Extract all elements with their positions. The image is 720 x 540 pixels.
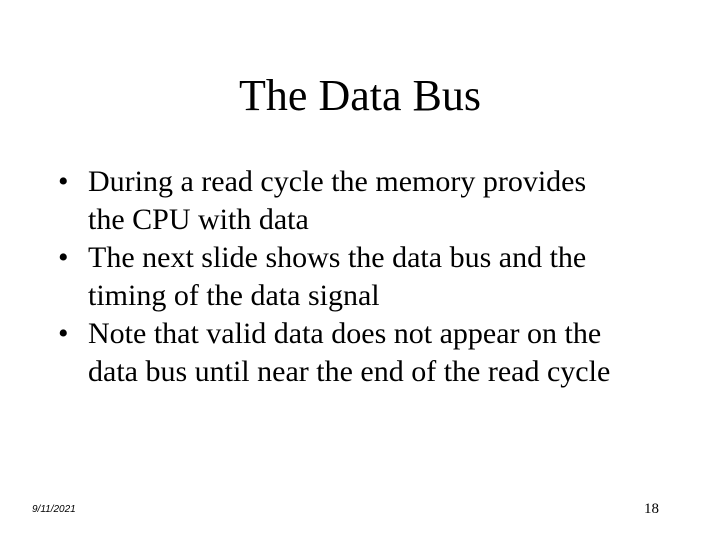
- bullet-icon: •: [58, 317, 69, 350]
- slide-title: The Data Bus: [239, 71, 481, 120]
- bullet-text-line: During a read cycle the memory provides: [88, 165, 587, 198]
- bullet-text-line: the CPU with data: [88, 203, 309, 236]
- bullet-text-line: Note that valid data does not appear on the: [88, 317, 602, 350]
- bullet-icon: •: [58, 241, 69, 274]
- bullet-item-1: [58, 163, 698, 239]
- slide-number: 18: [644, 501, 659, 517]
- bullet-text-line: timing of the data signal: [88, 279, 380, 312]
- footer-date: 9/11/2021: [32, 504, 76, 515]
- bullet-item-3: [58, 315, 698, 391]
- bullet-list: [58, 163, 698, 391]
- bullet-icon: •: [58, 165, 69, 198]
- bullet-item-2: [58, 239, 698, 315]
- bullet-text-line: The next slide shows the data bus and the: [88, 241, 587, 274]
- bullet-text-line: data bus until near the end of the read cycle: [88, 355, 611, 388]
